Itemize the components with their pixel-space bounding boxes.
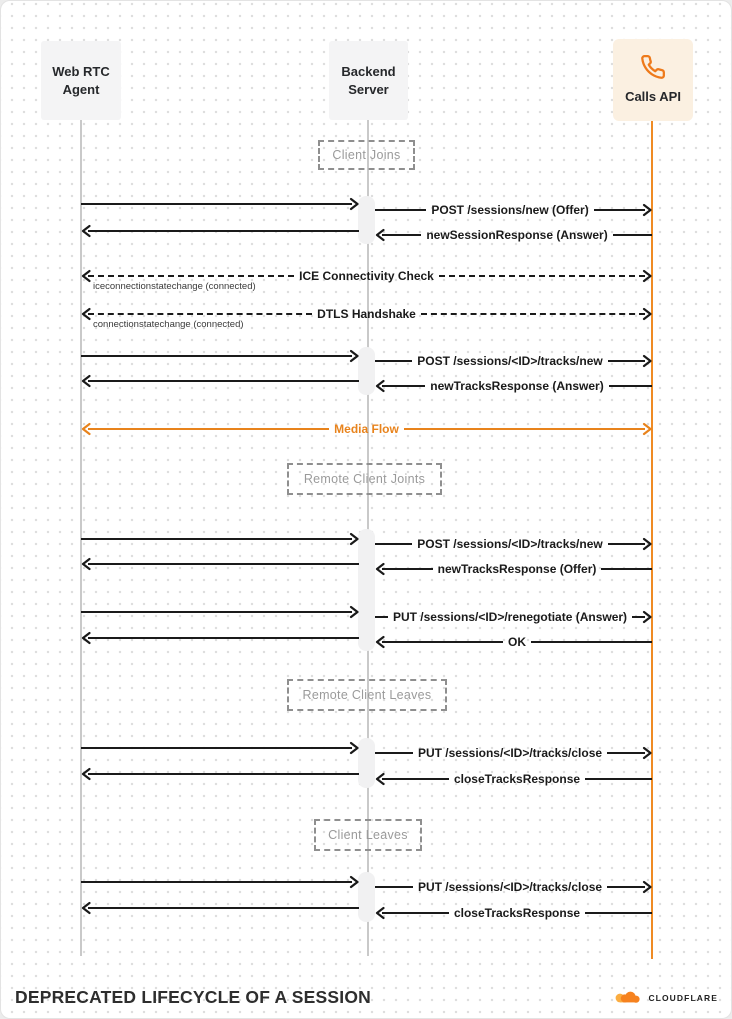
message-label: closeTracksResponse	[453, 906, 581, 920]
arrow-put-tracks-close	[375, 879, 652, 895]
arrow-response-relay	[81, 373, 359, 389]
arrowhead-right-icon	[642, 307, 652, 321]
arrowhead-right-icon	[642, 746, 652, 760]
phase-client-joins	[318, 140, 415, 170]
actor-label: Agent	[62, 81, 100, 97]
message-label: DTLS Handshake	[317, 307, 416, 321]
arrow-close-tracks-response	[375, 905, 652, 921]
arrow-media-flow	[81, 421, 652, 437]
phase-label: Client Leaves	[328, 828, 408, 842]
activation-bar	[358, 738, 375, 788]
cloudflare-brand	[612, 990, 718, 1006]
actor-label: Server	[348, 81, 389, 97]
arrow-post-sessions-new	[375, 202, 652, 218]
arrow-close-tracks-response	[375, 771, 652, 787]
arrow-request-relay	[81, 874, 359, 890]
phase-remote-client-leaves	[287, 679, 447, 711]
activation-bar	[358, 196, 375, 244]
arrowhead-right-icon	[642, 880, 652, 894]
message-label: POST /sessions/<ID>/tracks/new	[417, 537, 603, 551]
cloudflare-logo-icon	[612, 990, 644, 1006]
message-label: newTracksResponse (Offer)	[437, 562, 597, 576]
arrowhead-right-icon	[349, 875, 359, 889]
arrow-post-tracks-new	[375, 353, 652, 369]
arrow-request-relay	[81, 740, 359, 756]
message-label: closeTracksResponse	[453, 772, 581, 786]
arrow-response-relay	[81, 556, 359, 572]
arrow-request-relay	[81, 604, 359, 620]
actor-backend-server	[329, 41, 408, 120]
connection-state-note: connectionstatechange (connected)	[93, 319, 244, 330]
arrowhead-right-icon	[642, 354, 652, 368]
message-label: POST /sessions/<ID>/tracks/new	[417, 354, 603, 368]
phone-icon	[640, 54, 666, 80]
message-label: OK	[508, 635, 526, 649]
phase-label: Client Joins	[332, 148, 401, 162]
actor-label: Backend	[341, 63, 396, 79]
message-label: Media Flow	[334, 422, 399, 436]
actor-label: Web RTC	[52, 63, 110, 79]
arrow-response-relay	[81, 223, 359, 239]
message-label: PUT /sessions/<ID>/renegotiate (Answer)	[392, 610, 628, 624]
arrowhead-right-icon	[642, 203, 652, 217]
arrow-request-relay	[81, 348, 359, 364]
arrowhead-right-icon	[349, 605, 359, 619]
cloudflare-brand-label: CLOUDFLARE	[648, 993, 718, 1003]
page-title: DEPRECATED LIFECYCLE OF A SESSION	[15, 987, 371, 1007]
arrow-new-tracks-response-offer	[375, 561, 652, 577]
arrow-request-relay	[81, 531, 359, 547]
message-label: newTracksResponse (Answer)	[430, 379, 604, 393]
arrowhead-right-icon	[349, 197, 359, 211]
arrow-new-session-response	[375, 227, 652, 243]
actor-calls-api	[613, 39, 693, 121]
actor-label: Calls API	[625, 89, 681, 105]
actor-webrtc-agent	[41, 41, 121, 120]
arrowhead-right-icon	[642, 610, 652, 624]
ice-state-note: iceconnectionstatechange (connected)	[93, 281, 256, 292]
arrow-put-renegotiate	[375, 609, 652, 625]
message-label: ICE Connectivity Check	[299, 269, 434, 283]
message-label: POST /sessions/new (Offer)	[431, 203, 589, 217]
message-label: PUT /sessions/<ID>/tracks/close	[417, 746, 603, 760]
message-label: newSessionResponse (Answer)	[426, 228, 608, 242]
arrow-response-relay	[81, 630, 359, 646]
phase-label: Remote Client Leaves	[302, 688, 432, 702]
arrowhead-right-icon	[642, 537, 652, 551]
arrow-request-relay	[81, 196, 359, 212]
arrow-put-tracks-close	[375, 745, 652, 761]
arrow-response-relay	[81, 766, 359, 782]
arrow-post-tracks-new	[375, 536, 652, 552]
arrowhead-right-icon	[349, 532, 359, 546]
phase-remote-client-joints	[287, 463, 442, 495]
arrow-response-relay	[81, 900, 359, 916]
phase-label: Remote Client Joints	[303, 472, 426, 486]
arrow-ok-response	[375, 634, 652, 650]
arrowhead-right-icon	[642, 422, 652, 436]
phase-client-leaves	[314, 819, 422, 851]
arrowhead-right-icon	[349, 741, 359, 755]
arrowhead-right-icon	[349, 349, 359, 363]
message-label: PUT /sessions/<ID>/tracks/close	[417, 880, 603, 894]
arrowhead-right-icon	[642, 269, 652, 283]
arrow-new-tracks-response-answer	[375, 378, 652, 394]
activation-bar	[358, 347, 375, 395]
activation-bar	[358, 529, 375, 651]
activation-bar	[358, 872, 375, 922]
